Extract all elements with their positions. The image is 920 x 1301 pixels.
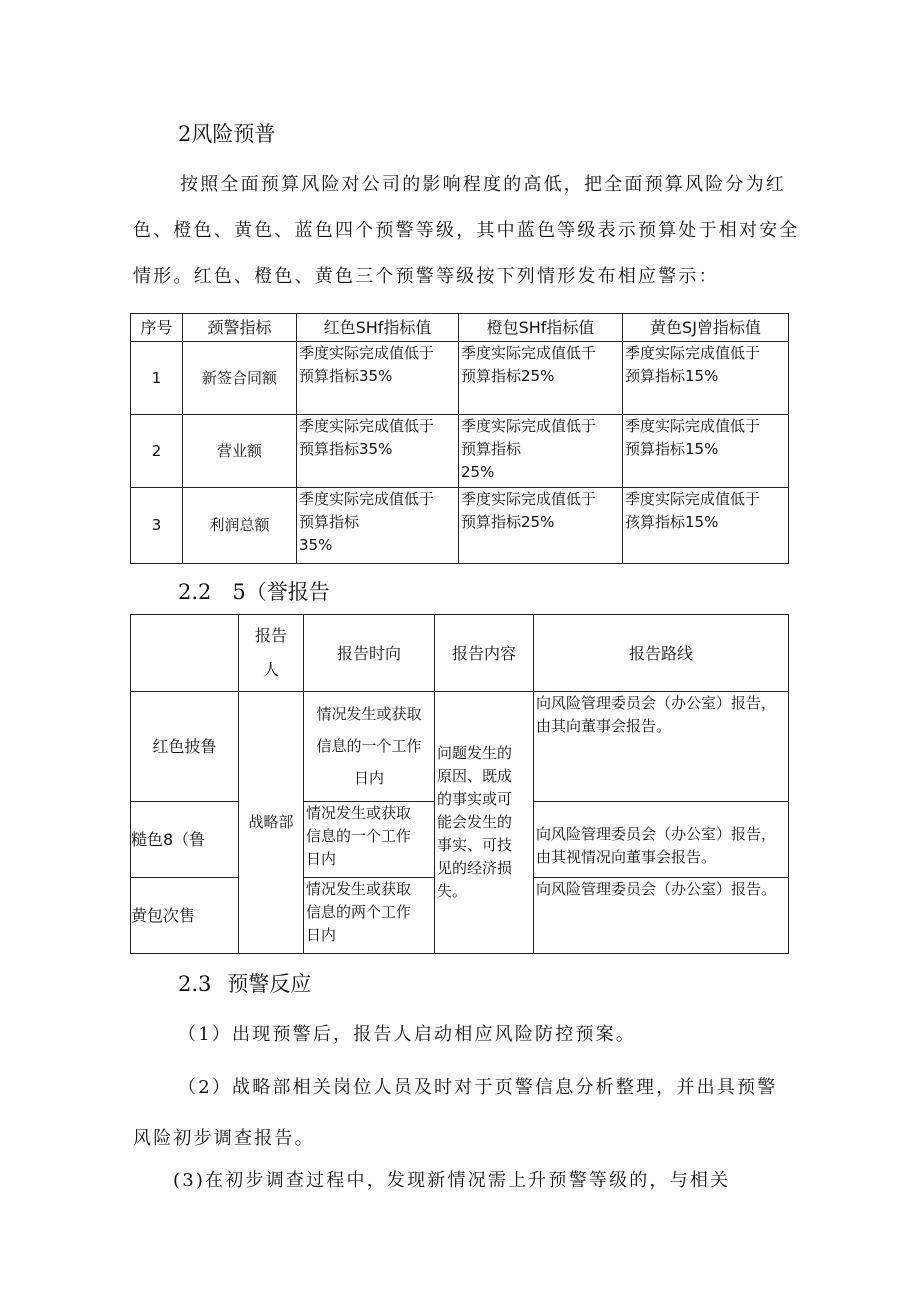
row-indicator: 新签合同额 [183, 342, 297, 415]
row-no: 2 [131, 415, 183, 488]
header-report-time: 报告时向 [304, 615, 435, 692]
row-no: 3 [131, 488, 183, 564]
row-yellow-value: 季度实际完成值低于 孩算指标15% [623, 488, 789, 564]
level-yellow: 黄包次售 [131, 878, 239, 954]
report-time-orange: 情况发生或获取 信息的一个工作 日内 [304, 802, 435, 878]
table-row [131, 415, 789, 488]
report-time-red: 情况发生或获取 信息的一个工作 日内 [304, 692, 435, 802]
section-heading-warning-response [178, 968, 311, 998]
header-yellow-value: 黄色SJ曾指标值 [623, 314, 789, 342]
report-route-red: 向风险管理委员会（办公室）报告， 由其向董事会报告。 [534, 692, 789, 802]
header-blank [131, 615, 239, 692]
header-report-content: 报告内容 [435, 615, 534, 692]
row-orange-value: 季度实际完成值低于 预算指标25% [459, 488, 623, 564]
row-orange-value: 季度实际完成值低于 预算指标 25% [459, 415, 623, 488]
response-item-2: （2）战略部相关岗位人员及时对于页警信息分析整理，并出具预警 [178, 1077, 778, 1098]
table-row [131, 692, 789, 802]
warning-indicator-table [130, 313, 789, 564]
report-route-yellow: 向风险管理委员会（办公室）报告。 [534, 878, 789, 954]
header-report-route: 报告路线 [534, 615, 789, 692]
header-red-value: 红色SHf指标值 [297, 314, 459, 342]
response-item-1: （1）出现预警后，报告人启动相应风险防控预案。 [178, 1024, 637, 1045]
response-item-2-continued: 风险初步调查报告。 [133, 1128, 315, 1149]
table-row [131, 342, 789, 415]
section-title: 预警反应 [227, 972, 312, 996]
reporter-value: 战略部 [239, 692, 304, 954]
header-orange-value: 橙包SHf指标值 [459, 314, 623, 342]
row-no: 1 [131, 342, 183, 415]
header-no: 序号 [131, 314, 183, 342]
row-red-value: 季度实际完成值低于 预算指标35% [297, 415, 459, 488]
header-reporter: 报告 人 [239, 615, 304, 692]
row-indicator: 营业额 [183, 415, 297, 488]
report-content: 问题发生的 原因、既成 的事实或可 能会发生的 事实、可技 见的经济损 失。 [435, 692, 534, 954]
section-heading-risk-warning: 2风险预普 [178, 122, 276, 146]
row-red-value: 季度实际完成值低于 预算指标 35% [297, 488, 459, 564]
section-heading-warning-report: 2.2 5（誉报告 [178, 580, 330, 604]
header-indicator: 颈警指标 [183, 314, 297, 342]
report-route-orange: 向风险管理委员会（办公室）报告， 由其视情况向董事会报告。 [534, 802, 789, 878]
report-time-yellow: 情况发生或获取 信息的两个工作 日内 [304, 878, 435, 954]
row-red-value: 季度实际完成值低于 预算指标35% [297, 342, 459, 415]
paragraph-line-1: 按照全面预算风险对公司的影响程度的高低，把全面预算风险分为红 [180, 174, 786, 195]
paragraph-line-3: 情形。红色、橙色、黄色三个预警等级按下列情形发布相应警示： [133, 266, 719, 287]
warning-report-table [130, 614, 789, 954]
paragraph-line-2: 色、橙色、黄色、蓝色四个预警等级，其中蓝色等级表示预算处于相对安全 [133, 220, 800, 241]
row-orange-value: 季度实际完成值低千 预算指标25% [459, 342, 623, 415]
row-yellow-value: 季度实际完成值低于 预算指标15% [623, 415, 789, 488]
level-orange: 糙色8（鲁 [131, 802, 239, 878]
section-number: 2.3 [178, 972, 212, 996]
row-yellow-value: 季度实际完成值低于 颈算指标15% [623, 342, 789, 415]
table-row [131, 488, 789, 564]
level-red: 红色披鲁 [131, 692, 239, 802]
response-item-3: (3)在初步调查过程中，发现新情况需上升预警等级的，与相关 [173, 1170, 731, 1191]
row-indicator: 利润总额 [183, 488, 297, 564]
